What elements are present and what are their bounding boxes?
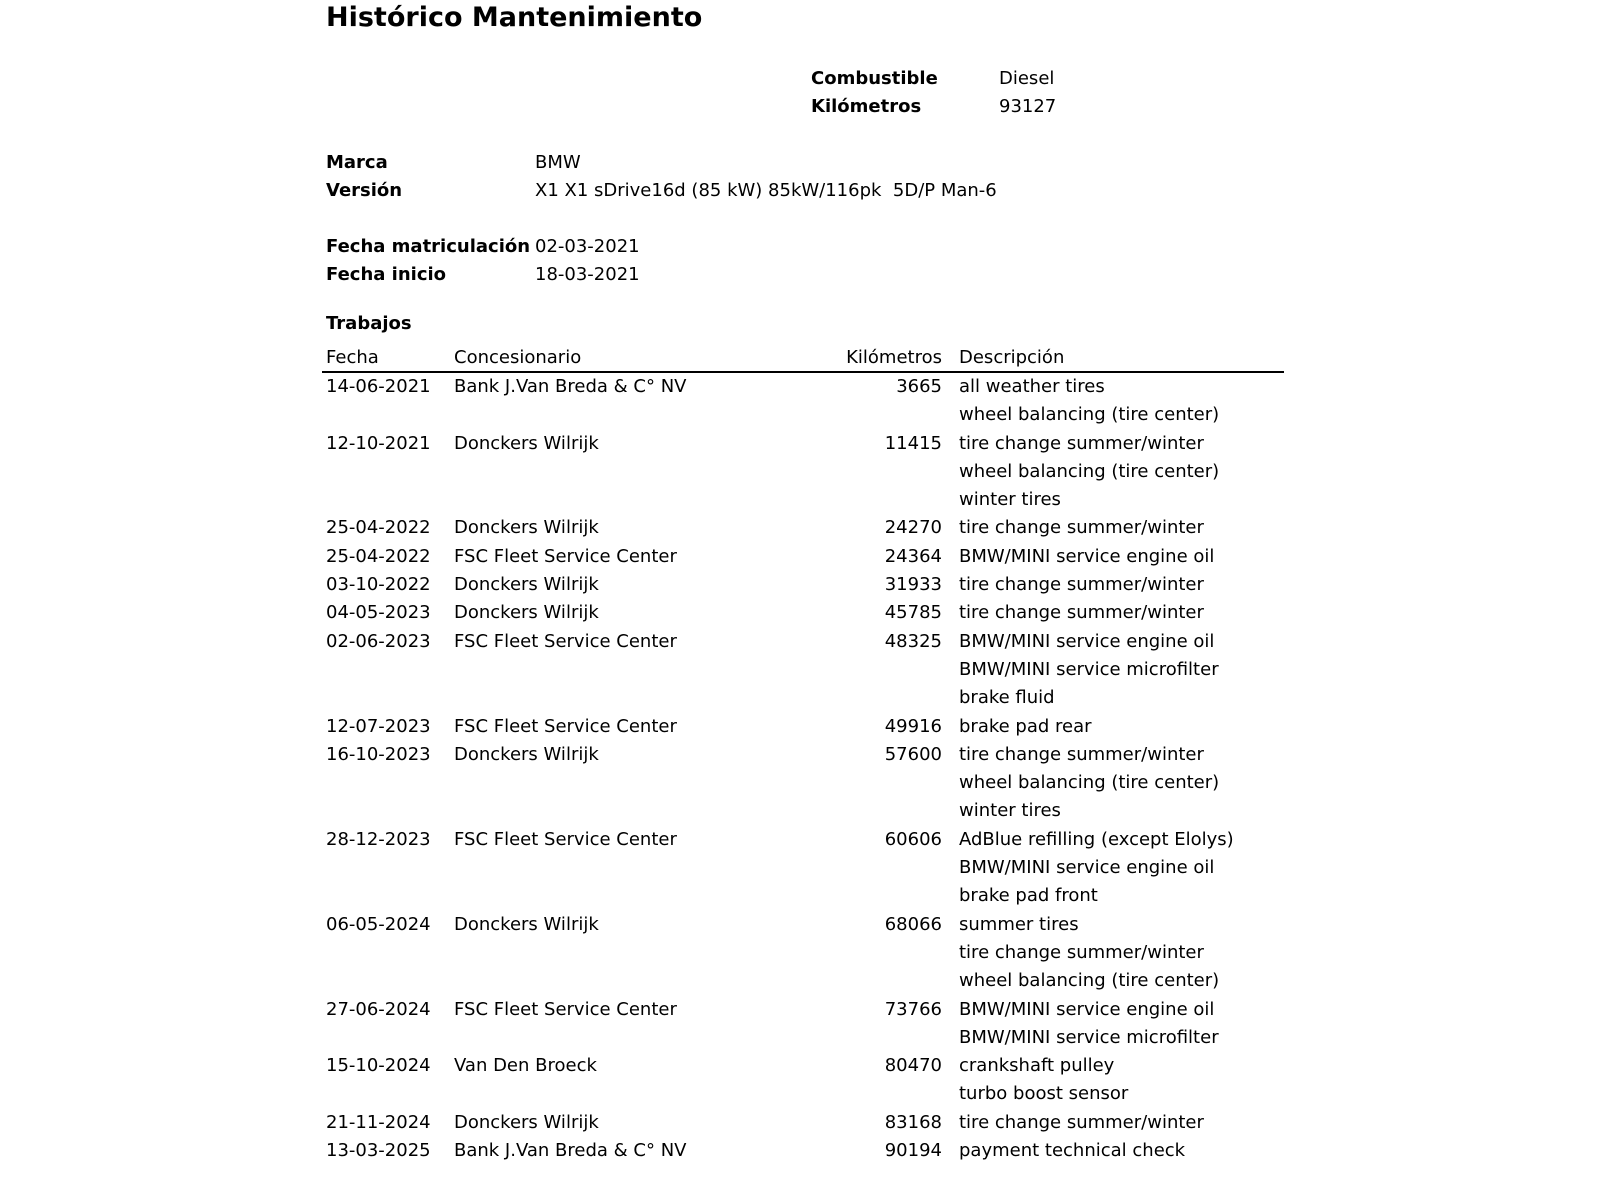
row-dealer: FSC Fleet Service Center xyxy=(454,828,677,850)
row-dealer: Donckers Wilrijk xyxy=(454,602,599,624)
row-description xyxy=(959,430,1284,515)
row-description xyxy=(959,514,1284,542)
table-row xyxy=(322,514,1284,542)
row-description xyxy=(959,1137,1284,1165)
description-line: turbo boost sensor xyxy=(959,1083,1129,1105)
row-dealer: FSC Fleet Service Center xyxy=(454,998,677,1020)
table-row xyxy=(322,996,1284,1053)
description-line: tire change summer/winter xyxy=(959,1111,1204,1133)
description-line: summer tires xyxy=(959,913,1079,935)
description-line: tire change summer/winter xyxy=(959,432,1204,454)
works-table-header xyxy=(322,344,1284,373)
row-description xyxy=(959,1052,1284,1109)
row-mileage: 11415 xyxy=(884,432,942,454)
description-line: crankshaft pulley xyxy=(959,1055,1115,1077)
row-mileage: 49916 xyxy=(884,715,942,737)
row-date: 14-06-2021 xyxy=(326,376,431,397)
row-date: 28-12-2023 xyxy=(326,828,431,850)
row-description xyxy=(959,628,1284,713)
row-dealer: FSC Fleet Service Center xyxy=(454,545,677,567)
row-dealer: Donckers Wilrijk xyxy=(454,517,599,539)
row-date: 06-05-2024 xyxy=(326,913,431,935)
row-date: 12-07-2023 xyxy=(326,715,431,737)
row-description xyxy=(959,1109,1284,1137)
description-line: tire change summer/winter xyxy=(959,602,1204,624)
row-date: 16-10-2023 xyxy=(326,743,431,765)
row-description xyxy=(959,826,1284,911)
row-mileage: 73766 xyxy=(884,998,942,1020)
page-title: Histórico Mantenimiento xyxy=(326,2,703,33)
description-line: AdBlue refilling (except Elolys) xyxy=(959,828,1234,850)
start-date-row xyxy=(326,261,640,289)
version-label: Versión xyxy=(326,180,403,201)
table-row xyxy=(322,826,1284,911)
row-mileage: 24270 xyxy=(884,517,942,539)
row-date: 13-03-2025 xyxy=(326,1140,431,1162)
table-row xyxy=(322,543,1284,571)
row-date: 12-10-2021 xyxy=(326,432,431,454)
row-mileage: 24364 xyxy=(884,545,942,567)
description-line: winter tires xyxy=(959,800,1061,822)
row-description xyxy=(959,543,1284,571)
table-row xyxy=(322,599,1284,627)
start-date-label: Fecha inicio xyxy=(326,264,447,285)
mileage-row xyxy=(811,93,1056,121)
row-mileage: 68066 xyxy=(884,913,942,935)
description-line: BMW/MINI service microfilter xyxy=(959,1026,1219,1048)
description-line: wheel balancing (tire center) xyxy=(959,404,1220,426)
row-dealer: FSC Fleet Service Center xyxy=(454,715,677,737)
description-line: tire change summer/winter xyxy=(959,517,1204,539)
row-description xyxy=(959,373,1284,430)
description-line: BMW/MINI service engine oil xyxy=(959,857,1215,879)
row-mileage: 83168 xyxy=(884,1111,942,1133)
description-line: brake pad rear xyxy=(959,715,1092,737)
description-line: tire change summer/winter xyxy=(959,941,1204,963)
brand-label: Marca xyxy=(326,152,388,173)
table-row xyxy=(322,713,1284,741)
description-line: BMW/MINI service engine oil xyxy=(959,998,1215,1020)
header-date: Fecha xyxy=(326,347,379,368)
table-row xyxy=(322,1137,1284,1165)
registration-date-row xyxy=(326,233,640,261)
works-table xyxy=(322,344,1284,1165)
row-mileage: 31933 xyxy=(884,574,942,596)
works-table-body xyxy=(322,373,1284,1165)
description-line: wheel balancing (tire center) xyxy=(959,970,1220,992)
row-date: 27-06-2024 xyxy=(326,998,431,1020)
row-description xyxy=(959,571,1284,599)
table-row xyxy=(322,1052,1284,1109)
row-dealer: Bank J.Van Breda & C° NV xyxy=(454,1140,687,1162)
version-value: X1 X1 sDrive16d (85 kW) 85kW/116pk 5D/P Man-6 xyxy=(535,180,997,201)
description-line: BMW/MINI service engine oil xyxy=(959,630,1215,652)
table-row xyxy=(322,373,1284,430)
row-mileage: 48325 xyxy=(884,630,942,652)
registration-date-label: Fecha matriculación xyxy=(326,236,531,257)
row-date: 21-11-2024 xyxy=(326,1111,431,1133)
row-date: 04-05-2023 xyxy=(326,602,431,624)
version-row xyxy=(326,177,997,205)
row-mileage: 45785 xyxy=(884,602,942,624)
row-mileage: 60606 xyxy=(884,828,942,850)
description-line: BMW/MINI service microfilter xyxy=(959,658,1219,680)
registration-date-value: 02-03-2021 xyxy=(535,236,640,257)
table-row xyxy=(322,1109,1284,1137)
row-dealer: Bank J.Van Breda & C° NV xyxy=(454,376,687,397)
description-line: winter tires xyxy=(959,489,1061,511)
row-dealer: Van Den Broeck xyxy=(454,1055,597,1077)
row-description xyxy=(959,741,1284,826)
row-date: 03-10-2022 xyxy=(326,574,431,596)
description-line: brake pad front xyxy=(959,885,1098,907)
row-dealer: Donckers Wilrijk xyxy=(454,574,599,596)
row-dealer: FSC Fleet Service Center xyxy=(454,630,677,652)
row-dealer: Donckers Wilrijk xyxy=(454,913,599,935)
row-date: 25-04-2022 xyxy=(326,545,431,567)
vehicle-info xyxy=(326,149,997,205)
row-description xyxy=(959,713,1284,741)
table-row xyxy=(322,741,1284,826)
mileage-label: Kilómetros xyxy=(811,96,922,117)
start-date-value: 18-03-2021 xyxy=(535,264,640,285)
row-mileage: 3665 xyxy=(896,376,942,397)
row-dealer: Donckers Wilrijk xyxy=(454,743,599,765)
table-row xyxy=(322,628,1284,713)
row-dealer: Donckers Wilrijk xyxy=(454,432,599,454)
row-description xyxy=(959,599,1284,627)
fuel-value: Diesel xyxy=(999,68,1055,89)
fuel-row xyxy=(811,65,1056,93)
row-date: 15-10-2024 xyxy=(326,1055,431,1077)
brand-value: BMW xyxy=(535,152,581,173)
table-row xyxy=(322,911,1284,996)
description-line: BMW/MINI service engine oil xyxy=(959,545,1215,567)
description-line: brake fluid xyxy=(959,687,1055,709)
fuel-label: Combustible xyxy=(811,68,938,89)
table-row xyxy=(322,571,1284,599)
date-info xyxy=(326,233,640,289)
row-mileage: 80470 xyxy=(884,1055,942,1077)
row-date: 02-06-2023 xyxy=(326,630,431,652)
row-description xyxy=(959,996,1284,1053)
header-mileage: Kilómetros xyxy=(846,347,942,368)
mileage-value: 93127 xyxy=(999,96,1057,117)
works-section-title: Trabajos xyxy=(326,313,412,334)
description-line: wheel balancing (tire center) xyxy=(959,772,1220,794)
row-dealer: Donckers Wilrijk xyxy=(454,1111,599,1133)
description-line: tire change summer/winter xyxy=(959,743,1204,765)
description-line: payment technical check xyxy=(959,1140,1186,1162)
header-dealer: Concesionario xyxy=(454,347,582,368)
fuel-info xyxy=(811,65,1056,121)
row-mileage: 57600 xyxy=(884,743,942,765)
description-line: all weather tires xyxy=(959,376,1105,397)
table-row xyxy=(322,430,1284,515)
row-date: 25-04-2022 xyxy=(326,517,431,539)
description-line: tire change summer/winter xyxy=(959,574,1204,596)
row-description xyxy=(959,911,1284,996)
description-line: wheel balancing (tire center) xyxy=(959,460,1220,482)
row-mileage: 90194 xyxy=(884,1140,942,1162)
brand-row xyxy=(326,149,997,177)
header-description: Descripción xyxy=(959,347,1065,368)
